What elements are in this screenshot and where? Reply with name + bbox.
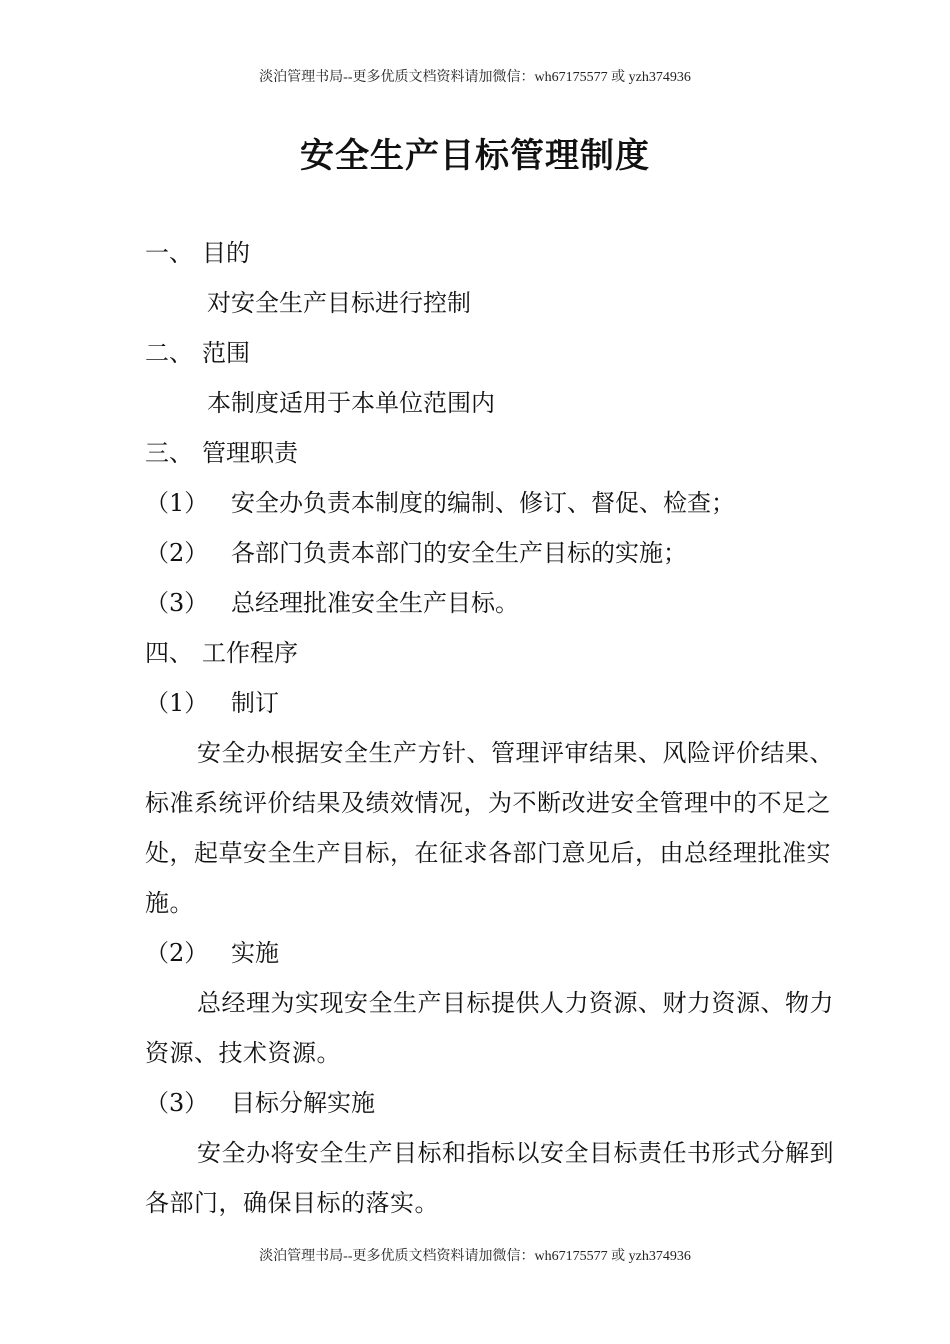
section-heading (145, 228, 835, 278)
subsection-heading (145, 1078, 835, 1128)
section-title: 目的 (202, 239, 250, 267)
section-number: 三、 (145, 439, 193, 467)
subsection-heading (145, 678, 835, 728)
section-number: 一、 (145, 239, 193, 267)
subsection-title: 制订 (231, 689, 279, 717)
section-number: 四、 (145, 639, 193, 667)
item-text: 总经理批准安全生产目标。 (231, 589, 519, 617)
footer-note: 淡泊管理书局--更多优质文档资料请加微信：wh67175577 或 yzh374936 (259, 1249, 691, 1264)
section-text: 本制度适用于本单位范围内 (207, 389, 495, 417)
list-item (145, 578, 835, 628)
item-number: （1） (145, 489, 209, 517)
paragraph: 总经理为实现安全生产目标提供人力资源、财力资源、物力资源、技术资源。 (145, 989, 834, 1067)
subsection-title: 目标分解实施 (231, 1089, 375, 1117)
list-item (145, 528, 835, 578)
item-number: （3） (145, 1089, 209, 1117)
section-number: 二、 (145, 339, 193, 367)
list-item (145, 478, 835, 528)
item-number: （1） (145, 689, 209, 717)
paragraph: 安全办将安全生产目标和指标以安全目标责任书形式分解到各部门，确保目标的落实。 (145, 1139, 834, 1217)
section-title: 范围 (202, 339, 250, 367)
item-number: （2） (145, 939, 209, 967)
item-number: （3） (145, 589, 209, 617)
section-title: 管理职责 (202, 439, 298, 467)
document-body (145, 228, 835, 1228)
section-text: 对安全生产目标进行控制 (207, 289, 471, 317)
item-number: （2） (145, 539, 209, 567)
section-title: 工作程序 (202, 639, 298, 667)
subsection-title: 实施 (231, 939, 279, 967)
paragraph: 安全办根据安全生产方针、管理评审结果、风险评价结果、标准系统评价结果及绩效情况，为不断改进安全管理中的不足之处，起草安全生产目标，在征求各部门意见后，由总经理批准实施。 (145, 739, 834, 917)
header-note: 淡泊管理书局--更多优质文档资料请加微信：wh67175577 或 yzh374936 (259, 70, 691, 85)
subsection-heading (145, 928, 835, 978)
item-text: 安全办负责本制度的编制、修订、督促、检查； (231, 489, 735, 517)
item-text: 各部门负责本部门的安全生产目标的实施； (231, 539, 687, 567)
section-heading (145, 328, 835, 378)
section-heading (145, 628, 835, 678)
document-title: 安全生产目标管理制度 (300, 136, 650, 176)
section-heading (145, 428, 835, 478)
